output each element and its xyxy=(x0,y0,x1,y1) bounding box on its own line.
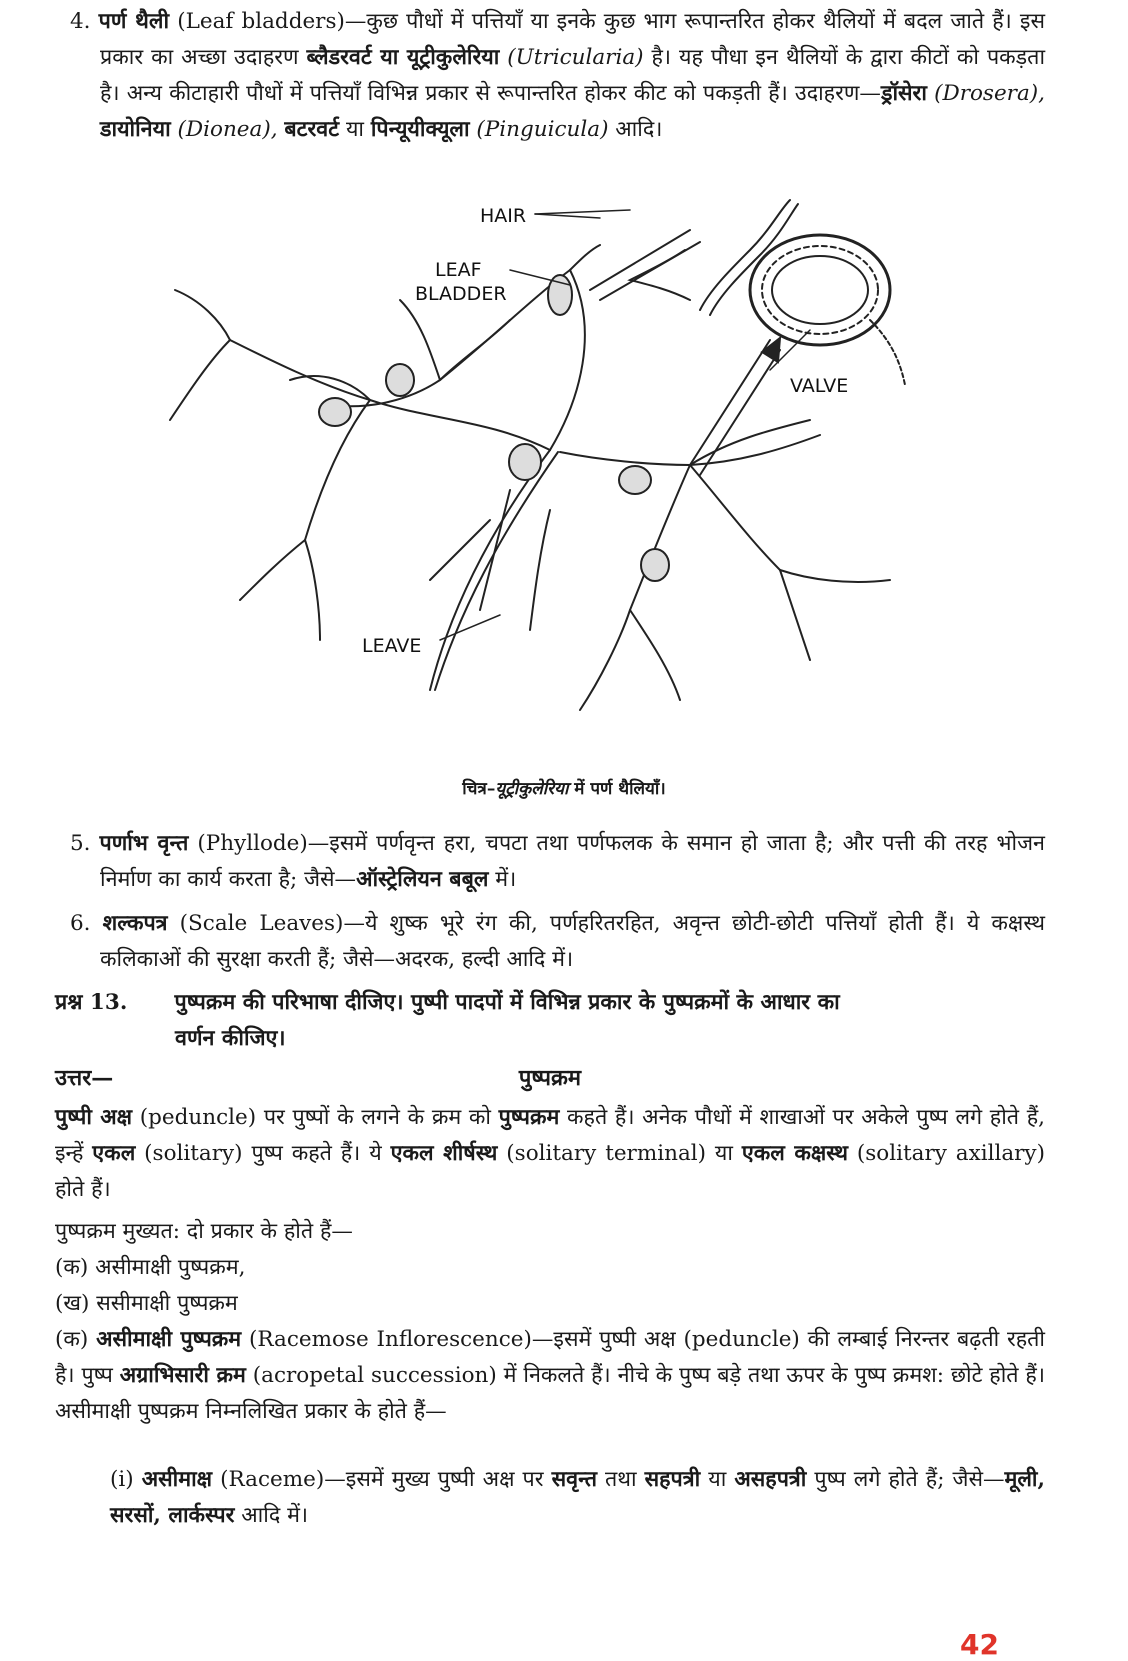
text: कहते हैं। अनेक पौधों में शाखाओं पर अकेले पुष्प लगे होते हैं, इन्हें xyxy=(55,1105,1045,1166)
bold-term: एकल xyxy=(92,1141,136,1166)
section-heading: पुष्पक्रम xyxy=(518,1065,582,1091)
figure-caption xyxy=(0,776,1128,799)
bold-term: असीमाक्ष xyxy=(141,1467,213,1492)
bold-term: मूली, सरसों, लार्कस्पर xyxy=(110,1467,1045,1528)
label-bladder: BLADDER xyxy=(415,283,507,305)
text: (i) xyxy=(110,1467,142,1492)
text: है। यह पौधा इन थैलियों के द्वारा कीटों को पकड़ता है। अन्य कीटाहारी पौधों में पत्तियाँ विभिन्न प्रकार से रूपान्तरित होकर कीट को पकड़ती हैं। उदाहरण— xyxy=(100,45,1046,106)
leaf-bladder xyxy=(619,466,651,494)
leaf-bladder xyxy=(641,549,669,581)
item-phyllode xyxy=(70,826,1045,898)
text: (solitary axillary) होते हैं। xyxy=(55,1141,1045,1202)
types-intro: पुष्पक्रम मुख्यत: दो प्रकार के होते हैं— xyxy=(55,1219,353,1244)
text: या xyxy=(700,1467,735,1492)
racemose-paragraph xyxy=(55,1322,1045,1430)
bold-term: पुष्पी अक्ष xyxy=(55,1105,133,1130)
answer-label: उत्तर— xyxy=(55,1065,114,1091)
item-scale-leaves xyxy=(70,906,1045,978)
example: ड्रॉसेरा xyxy=(880,81,927,106)
text: (Raceme) xyxy=(212,1467,325,1492)
caption-italic: यूट्रीकुलेरिया xyxy=(495,779,569,799)
item-number: 4. xyxy=(70,9,91,34)
text: (peduncle) xyxy=(132,1105,264,1130)
text: में। xyxy=(488,867,517,892)
utricularia-illustration xyxy=(130,190,990,750)
text: (Racemose Inflorescence) xyxy=(241,1327,532,1352)
type-b: (ख) ससीमाक्षी पुष्पक्रम xyxy=(55,1291,238,1316)
example: ब्लैडरवर्ट या यूट्रीकुलेरिया xyxy=(306,45,500,70)
text: तथा xyxy=(596,1467,645,1492)
question-line-2: वर्णन कीजिए। xyxy=(175,1026,286,1051)
text: आदि में। xyxy=(234,1503,309,1528)
term: पर्णाभ वृन्त xyxy=(99,831,189,856)
example: बटरवर्ट xyxy=(284,117,340,142)
bold-term: अग्राभिसारी क्रम xyxy=(119,1363,246,1388)
text: या xyxy=(339,117,371,142)
bold-term: असीमाक्षी पुष्पक्रम xyxy=(96,1327,242,1352)
question-13 xyxy=(55,985,1045,1057)
text: —इसमें पुष्पी अक्ष (peduncle) की लम्बाई निरन्तर बढ़ती रहती है। पुष्प xyxy=(55,1327,1045,1388)
definition-paragraph xyxy=(55,1100,1045,1208)
text: पुष्प लगे होते हैं; जैसे— xyxy=(806,1467,1005,1492)
text: आदि। xyxy=(608,117,663,142)
text: (solitary) पुष्प कहते हैं। ये xyxy=(135,1141,391,1166)
example: ऑस्ट्रेलियन बबूल xyxy=(356,867,489,892)
question-label: प्रश्न 13. xyxy=(55,990,128,1015)
text: (क) xyxy=(55,1327,97,1352)
text: —इसमें मुख्य पुष्पी अक्ष पर xyxy=(324,1467,552,1492)
item-number: 5. xyxy=(70,831,91,856)
text: —कुछ पौधों में पत्तियाँ या इनके कुछ भाग रूपान्तरित होकर थैलियों में बदल जाते हैं। इस प्रकार का अच्छा उदाहरण xyxy=(100,9,1045,70)
label-hair: HAIR xyxy=(480,205,527,227)
leaf-bladder xyxy=(319,398,351,426)
label-leaf: LEAF xyxy=(435,259,482,281)
utricularia-figure xyxy=(130,190,990,750)
bold-term: असहपत्री xyxy=(734,1467,807,1492)
text: —ये शुष्क भूरे रंग की, पर्णहरितरहित, अवृन्त छोटी-छोटी पत्तियाँ होती हैं। ये कक्षस्थ कलिकाओं की सुरक्षा करती हैं; जैसे—अदरक, हल्दी आदि में। xyxy=(100,911,1045,972)
term-english: (Leaf bladders) xyxy=(177,9,345,34)
caption-prefix: चित्र– xyxy=(462,779,496,799)
example: पिन्यूयीक्यूला xyxy=(370,117,470,142)
raceme-paragraph xyxy=(110,1462,1045,1534)
leaf-bladder xyxy=(386,364,414,396)
text: पर पुष्पों के लगने के क्रम को xyxy=(263,1105,499,1130)
term-english: (Phyllode) xyxy=(197,831,308,856)
item-leaf-bladders xyxy=(70,4,1046,148)
page-number: 42 xyxy=(960,1628,999,1661)
label-valve: VALVE xyxy=(790,375,849,397)
term: शल्कपत्र xyxy=(102,911,168,936)
example: डायोनिया xyxy=(100,117,171,142)
term-english: (Scale Leaves) xyxy=(179,911,344,936)
bold-term: सहपत्री xyxy=(644,1467,701,1492)
answer-heading-row xyxy=(55,1062,1045,1098)
example-latin: (Dionea), xyxy=(177,117,278,142)
text: (acropetal succession) में निकलते हैं। नीचे के पुष्प बड़े तथा ऊपर के पुष्प क्रमश: छोटे होते हैं। असीमाक्षी पुष्पक्रम निम्नलिखित प्रकार के होते हैं— xyxy=(55,1363,1045,1424)
example-latin: (Utricularia) xyxy=(507,45,644,70)
bold-term: एकल कक्षस्थ xyxy=(741,1141,848,1166)
item-number: 6. xyxy=(70,911,91,936)
example-latin: (Pinguicula) xyxy=(476,117,609,142)
text: (solitary terminal) या xyxy=(497,1141,742,1166)
type-a: (क) असीमाक्षी पुष्पक्रम, xyxy=(55,1255,246,1280)
label-leave: LEAVE xyxy=(362,635,422,657)
caption-suffix: में पर्ण थैलियाँ। xyxy=(568,779,666,799)
bold-term: सवृन्त xyxy=(551,1467,597,1492)
term: पर्ण थैली xyxy=(98,9,170,34)
example-latin: (Drosera), xyxy=(934,81,1045,106)
main-stem xyxy=(430,270,585,690)
question-line-1: पुष्पक्रम की परिभाषा दीजिए। पुष्पी पादपों में विभिन्न प्रकार के पुष्पक्रमों के आधार का xyxy=(174,990,840,1015)
bold-term: एकल शीर्षस्थ xyxy=(390,1141,498,1166)
leaf-bladder xyxy=(509,444,541,480)
text: —इसमें पर्णवृन्त हरा, चपटा तथा पर्णफलक के समान हो जाता है; और पत्ती की तरह भोजन निर्माण का कार्य करता है; जैसे— xyxy=(100,831,1045,892)
bold-term: पुष्पक्रम xyxy=(498,1105,560,1130)
